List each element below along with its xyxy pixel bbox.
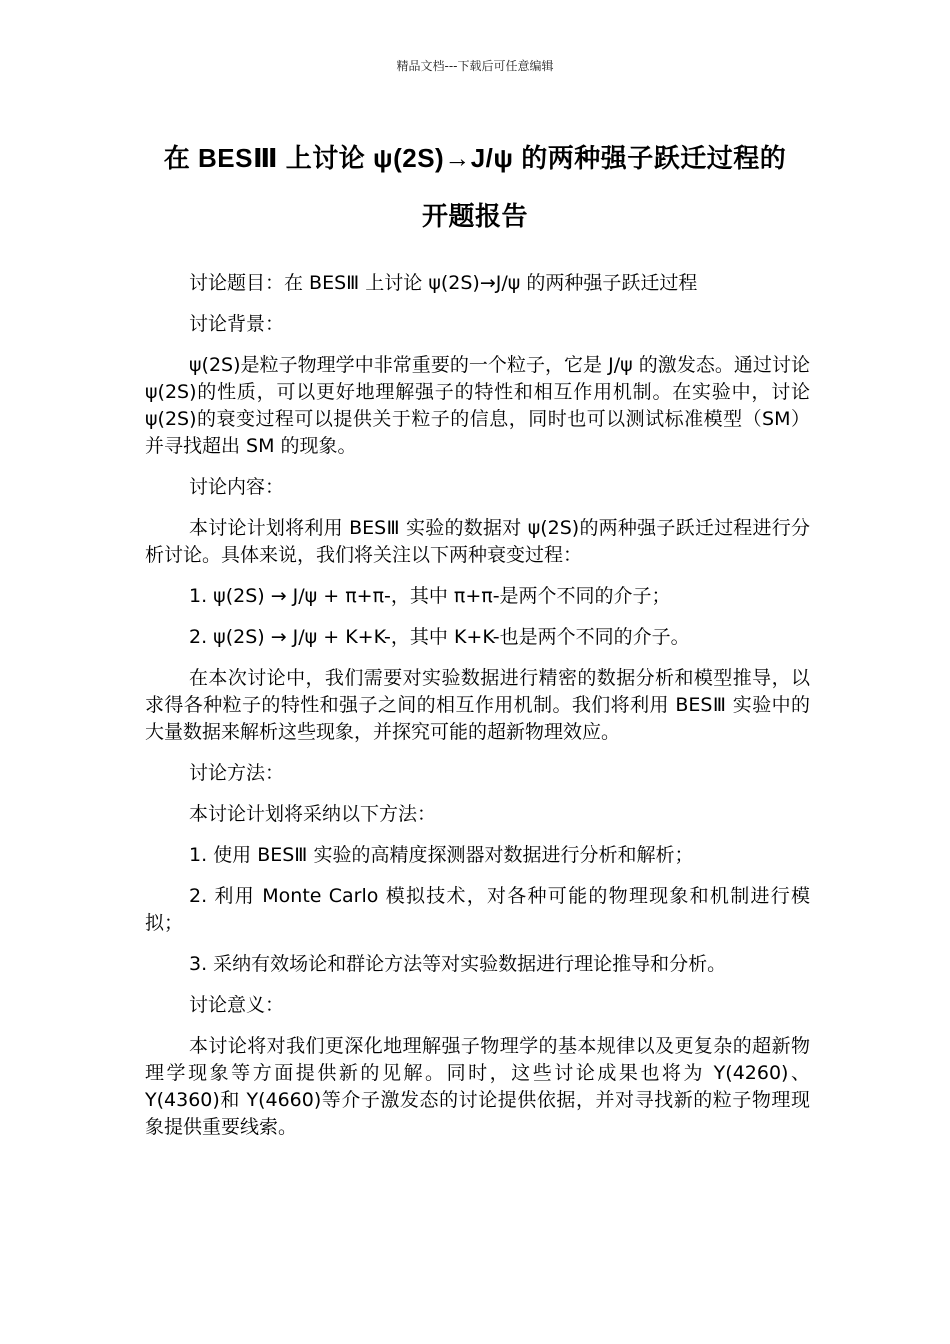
method-intro: 本讨论计划将采纳以下方法： [189,803,437,825]
decay-process-2: 2. ψ(2S) → J/ψ + K+K-，其中 K+K-也是两个不同的介子。 [189,626,690,648]
method-item-1: 1. 使用 BESⅢ 实验的高精度探测器对数据进行分析和解析； [189,844,694,866]
section-heading-method: 讨论方法： [189,762,285,784]
document-title [0,129,950,245]
section-heading-significance: 讨论意义： [189,994,285,1016]
analysis-paragraph: 在本次讨论中，我们需要对实验数据进行精密的数据分析和模型推导，以求得各种粒子的特性和强子之间的相互作用机制。我们将利用 BESⅢ 实验中的大量数据来解析这些现象，并探究可能的超新物理效应。 [145,667,810,743]
content-paragraph: 本讨论计划将利用 BESⅢ 实验的数据对 ψ(2S)的两种强子跃迁过程进行分析讨论。具体来说，我们将关注以下两种衰变过程： [145,517,810,566]
background-paragraph: ψ(2S)是粒子物理学中非常重要的一个粒子，它是 J/ψ 的激发态。通过讨论 ψ(2S)的性质，可以更好地理解强子的特性和相互作用机制。在实验中，讨论 ψ(2S)的衰变过程可以提供关于粒子的信息，同时也可以测试标准模型（SM）并寻找超出 SM 的现象。 [145,354,810,457]
section-heading-background: 讨论背景： [189,313,285,335]
page-header: 精品文档---下载后可任意编辑 [396,59,554,73]
topic-line: 讨论题目：在 BESⅢ 上讨论 ψ(2S)→J/ψ 的两种强子跃迁过程 [189,272,698,294]
decay-process-1: 1. ψ(2S) → J/ψ + π+π-，其中 π+π-是两个不同的介子； [189,585,671,607]
method-item-2: 2. 利用 Monte Carlo 模拟技术，对各种可能的物理现象和机制进行模拟； [145,885,810,934]
document-body [145,270,810,1155]
method-item-3: 3. 采纳有效场论和群论方法等对实验数据进行理论推导和分析。 [189,953,727,975]
section-heading-content: 讨论内容： [189,476,285,498]
title-line-2: 开题报告 [421,201,528,231]
significance-paragraph: 本讨论将对我们更深化地理解强子物理学的基本规律以及更复杂的超新物理学现象等方面提供新的见解。同时，这些讨论成果也将为 Y(4260)、Y(4360)和 Y(4660)等介子激发态的讨论提供依据，并对寻找新的粒子物理现象提供重要线索。 [145,1035,810,1138]
title-line-1: 在 BESⅢ 上讨论 ψ(2S)→J/ψ 的两种强子跃迁过程的 [163,143,787,173]
